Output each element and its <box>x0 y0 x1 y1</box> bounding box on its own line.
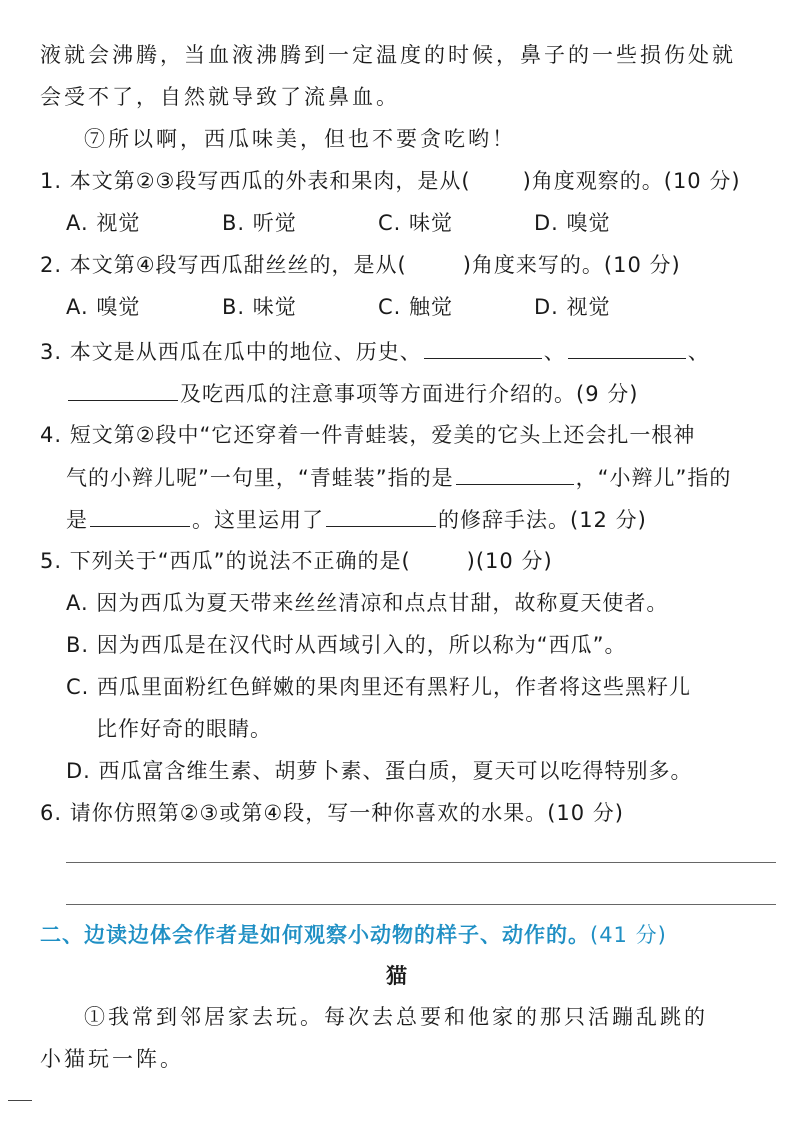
question-4-line-3: 是 。这里运用了 的修辞手法。(12 分) <box>66 504 647 535</box>
blank-4b[interactable] <box>90 504 190 527</box>
passage-2-title: 猫 <box>386 964 407 988</box>
option-c[interactable]: C. 触觉 <box>378 295 454 319</box>
question-1-options <box>66 208 690 238</box>
question-1: 1. 本文第②③段写西瓜的外表和果肉，是从( )角度观察的。(10 分) <box>40 169 741 193</box>
question-2: 2. 本文第④段写西瓜甜丝丝的，是从( )角度来写的。(10 分) <box>40 253 681 277</box>
option-a[interactable]: A. 嗅觉 <box>66 295 141 319</box>
blank-4c[interactable] <box>326 504 436 527</box>
question-5-option-d[interactable]: D. 西瓜富含维生素、胡萝卜素、蛋白质，夏天可以吃得特别多。 <box>66 759 693 783</box>
question-3-cont: 及吃西瓜的注意事项等方面进行介绍的。(9 分) <box>66 378 638 409</box>
passage-line-1: 液就会沸腾，当血液沸腾到一定温度的时候，鼻子的一些损伤处就 <box>40 43 736 67</box>
passage-2-line-2: 小猫玩一阵。 <box>40 1047 184 1071</box>
passage-line-3: ⑦所以啊，西瓜味美，但也不要贪吃哟！ <box>84 127 516 151</box>
option-d[interactable]: D. 嗅觉 <box>534 211 611 235</box>
passage-2-line-1: ①我常到邻居家去玩。每次去总要和他家的那只活蹦乱跳的 <box>84 1005 708 1029</box>
question-5-option-b[interactable]: B. 因为西瓜是在汉代时从西域引入的，所以称为“西瓜”。 <box>66 633 627 657</box>
blank-4a[interactable] <box>456 462 574 485</box>
question-4-line-2: 气的小辫儿呢”一句里，“青蛙装”指的是 ，“小辫儿”指的 <box>66 462 731 493</box>
option-d[interactable]: D. 视觉 <box>534 295 611 319</box>
footer-mark <box>8 1100 32 1101</box>
question-5-option-c-cont: 比作好奇的眼睛。 <box>96 717 272 741</box>
option-a[interactable]: A. 视觉 <box>66 211 141 235</box>
option-c[interactable]: C. 味觉 <box>378 211 454 235</box>
question-3: 3. 本文是从西瓜在瓜中的地位、历史、 、 、 <box>40 336 710 367</box>
question-5: 5. 下列关于“西瓜”的说法不正确的是( )(10 分) <box>40 549 553 573</box>
blank-3a[interactable] <box>424 336 542 359</box>
section-2-heading: 二、边读边体会作者是如何观察小动物的样子、动作的。(41 分) <box>40 923 667 947</box>
answer-line-1[interactable] <box>66 862 776 863</box>
question-5-option-a[interactable]: A. 因为西瓜为夏天带来丝丝清凉和点点甘甜，故称夏天使者。 <box>66 591 669 615</box>
blank-3c[interactable] <box>68 378 178 401</box>
passage-line-2: 会受不了，自然就导致了流鼻血。 <box>40 85 400 109</box>
question-6: 6. 请你仿照第②③或第④段，写一种你喜欢的水果。(10 分) <box>40 801 624 825</box>
option-b[interactable]: B. 听觉 <box>222 211 297 235</box>
option-b[interactable]: B. 味觉 <box>222 295 297 319</box>
question-5-option-c[interactable]: C. 西瓜里面粉红色鲜嫩的果肉里还有黑籽儿，作者将这些黑籽儿 <box>66 675 692 699</box>
blank-3b[interactable] <box>568 336 686 359</box>
question-2-options <box>66 292 690 322</box>
answer-line-2[interactable] <box>66 904 776 905</box>
question-4-line-1: 4. 短文第②段中“它还穿着一件青蛙装，爱美的它头上还会扎一根神 <box>40 423 696 447</box>
